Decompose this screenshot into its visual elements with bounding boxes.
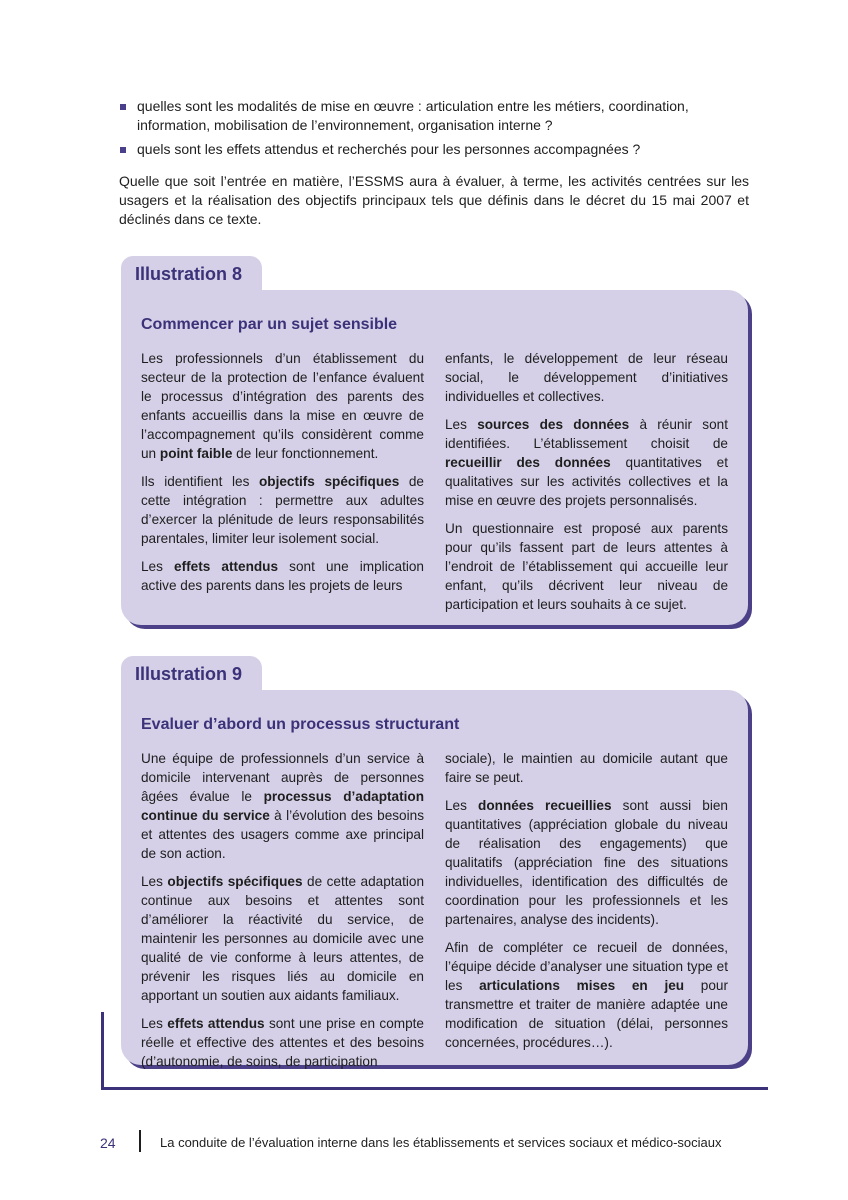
- bold-phrase: sources des données: [477, 417, 630, 432]
- text-run: Les professionnels d’un établissement du secteur de la protection de l’enfance évaluent le processus d’intégration des parents des enfants accueillis dans la mise en œuvre de l’accompagnement qu’ils considèrent comme un: [141, 351, 424, 461]
- paragraph: [141, 557, 424, 595]
- paragraph: [445, 349, 728, 406]
- footer-title: La conduite de l’évaluation interne dans les établissements et services sociaux et médico-sociaux: [160, 1135, 722, 1150]
- bullet-item: quelles sont les modalités de mise en œuvre : articulation entre les métiers, coordination, information, mobilisation de l’environnement, organisation interne ?: [119, 97, 759, 135]
- text-run: à réunir sont identifiées. L’établissement choisit de: [445, 417, 728, 451]
- bold-phrase: processus d’adaptation continue du service: [141, 789, 424, 823]
- text-run: pour transmettre et traiter de manière adaptée une modification de situation (délai, personnes concernées, procédures…).: [445, 978, 729, 1050]
- decorative-vertical-rule: [101, 1012, 104, 1090]
- paragraph: [445, 749, 728, 787]
- bold-phrase: articulations mises en jeu: [479, 978, 685, 993]
- text-run: Les: [445, 798, 479, 813]
- paragraph: [445, 938, 728, 1052]
- bold-phrase: recueillir des données: [445, 455, 611, 470]
- text-run: sont une prise en compte réelle et effective des attentes et des besoins (d’autonomie, de soins, de participation: [141, 1016, 424, 1069]
- bold-phrase: données recueillies: [478, 798, 612, 813]
- text-run: Afin de compléter ce recueil de données, l’équipe décide d’analyser une situation type et les: [445, 940, 728, 993]
- text-run: Une équipe de professionnels d’un service à domicile intervenant auprès de personnes âgées évalue le: [141, 751, 424, 804]
- text-run: enfants, le développement de leur réseau social, le développement d’initiatives individuelles et collectives.: [445, 351, 728, 404]
- illustration-9-title: Evaluer d’abord un processus structurant: [141, 716, 460, 733]
- decorative-horizontal-rule: [101, 1087, 768, 1090]
- bullet-item: quels sont les effets attendus et recherchés pour les personnes accompagnées ?: [119, 140, 759, 159]
- illustration-8-title: Commencer par un sujet sensible: [141, 316, 398, 333]
- bold-phrase: effets attendus: [174, 559, 279, 574]
- text-run: sociale), le maintien au domicile autant que faire se peut.: [445, 751, 728, 785]
- paragraph: [445, 519, 728, 614]
- illustration-8-right-column: [445, 349, 728, 614]
- text-run: de cette intégration : permettre aux adultes d’exercer la plénitude de leurs responsabilités parentales, limiter leur isolement social.: [141, 474, 424, 546]
- text-run: à l’évolution des besoins et attentes des usagers comme axe principal de son action.: [141, 808, 424, 861]
- text-run: Les: [141, 559, 175, 574]
- illustration-9-box: [121, 690, 748, 1069]
- bold-phrase: objectifs spécifiques: [258, 474, 400, 489]
- illustration-8-left-column: [141, 349, 424, 614]
- bullet-list: [119, 97, 759, 164]
- text-run: sont une implication active des parents dans les projets de leurs: [141, 559, 424, 593]
- text-run: Ils identifient les: [141, 474, 259, 489]
- illustration-8-tab: Illustration 8: [121, 256, 262, 290]
- bold-phrase: effets attendus: [167, 1016, 265, 1031]
- illustration-8-box: [121, 290, 748, 625]
- intro-paragraph: Quelle que soit l’entrée en matière, l’ESSMS aura à évaluer, à terme, les activités centrées sur les usagers et la réalisation des objectifs principaux tels que définis dans le décret du 15 mai 2007 et déclinés dans ce texte.: [119, 173, 749, 227]
- bold-phrase: objectifs spécifiques: [167, 874, 303, 889]
- illustration-9-left-column: [141, 749, 424, 1071]
- text-run: Un questionnaire est proposé aux parents pour qu’ils fassent part de leurs attentes à l’endroit de l’établissement qui accueille leur enfant, qu’ils décrivent leur niveau de participation et leurs souhaits à ce sujet.: [445, 521, 728, 612]
- text-run: Les: [445, 417, 478, 432]
- paragraph: [141, 1014, 424, 1071]
- paragraph: [445, 796, 728, 929]
- paragraph: [141, 472, 424, 548]
- paragraph: [141, 349, 424, 463]
- illustration-9-tab: Illustration 9: [121, 656, 262, 690]
- text-run: quantitatives et qualitatives sur les activités collectives et la mise en œuvre des projets personnalisés.: [445, 455, 729, 508]
- illustration-9-right-column: [445, 749, 728, 1071]
- text-run: Les: [141, 874, 168, 889]
- text-run: de leur fonctionnement.: [232, 446, 379, 461]
- text-run: de cette adaptation continue aux besoins et attentes sont d’améliorer la réactivité du service, de maintenir les personnes au domicile avec une qualité de vie conforme à leurs attentes, de prévenir les risques liés au domicile en apportant un soutien aux aidants familiaux.: [141, 874, 425, 1003]
- text-run: sont aussi bien quantitatives (appréciation globale du niveau de réalisation des engagements) que qualitatifs (appréciation fine des situations individuelles, identification des difficultés de coordination pour les professionnels et les partenaires, analyse des incidents).: [445, 798, 728, 927]
- paragraph: [141, 872, 424, 1005]
- text-run: Les: [141, 1016, 168, 1031]
- paragraph: [445, 415, 728, 510]
- bold-phrase: point faible: [159, 446, 233, 461]
- page-number: 24: [100, 1135, 116, 1151]
- footer-separator: [139, 1130, 141, 1152]
- paragraph: [141, 749, 424, 863]
